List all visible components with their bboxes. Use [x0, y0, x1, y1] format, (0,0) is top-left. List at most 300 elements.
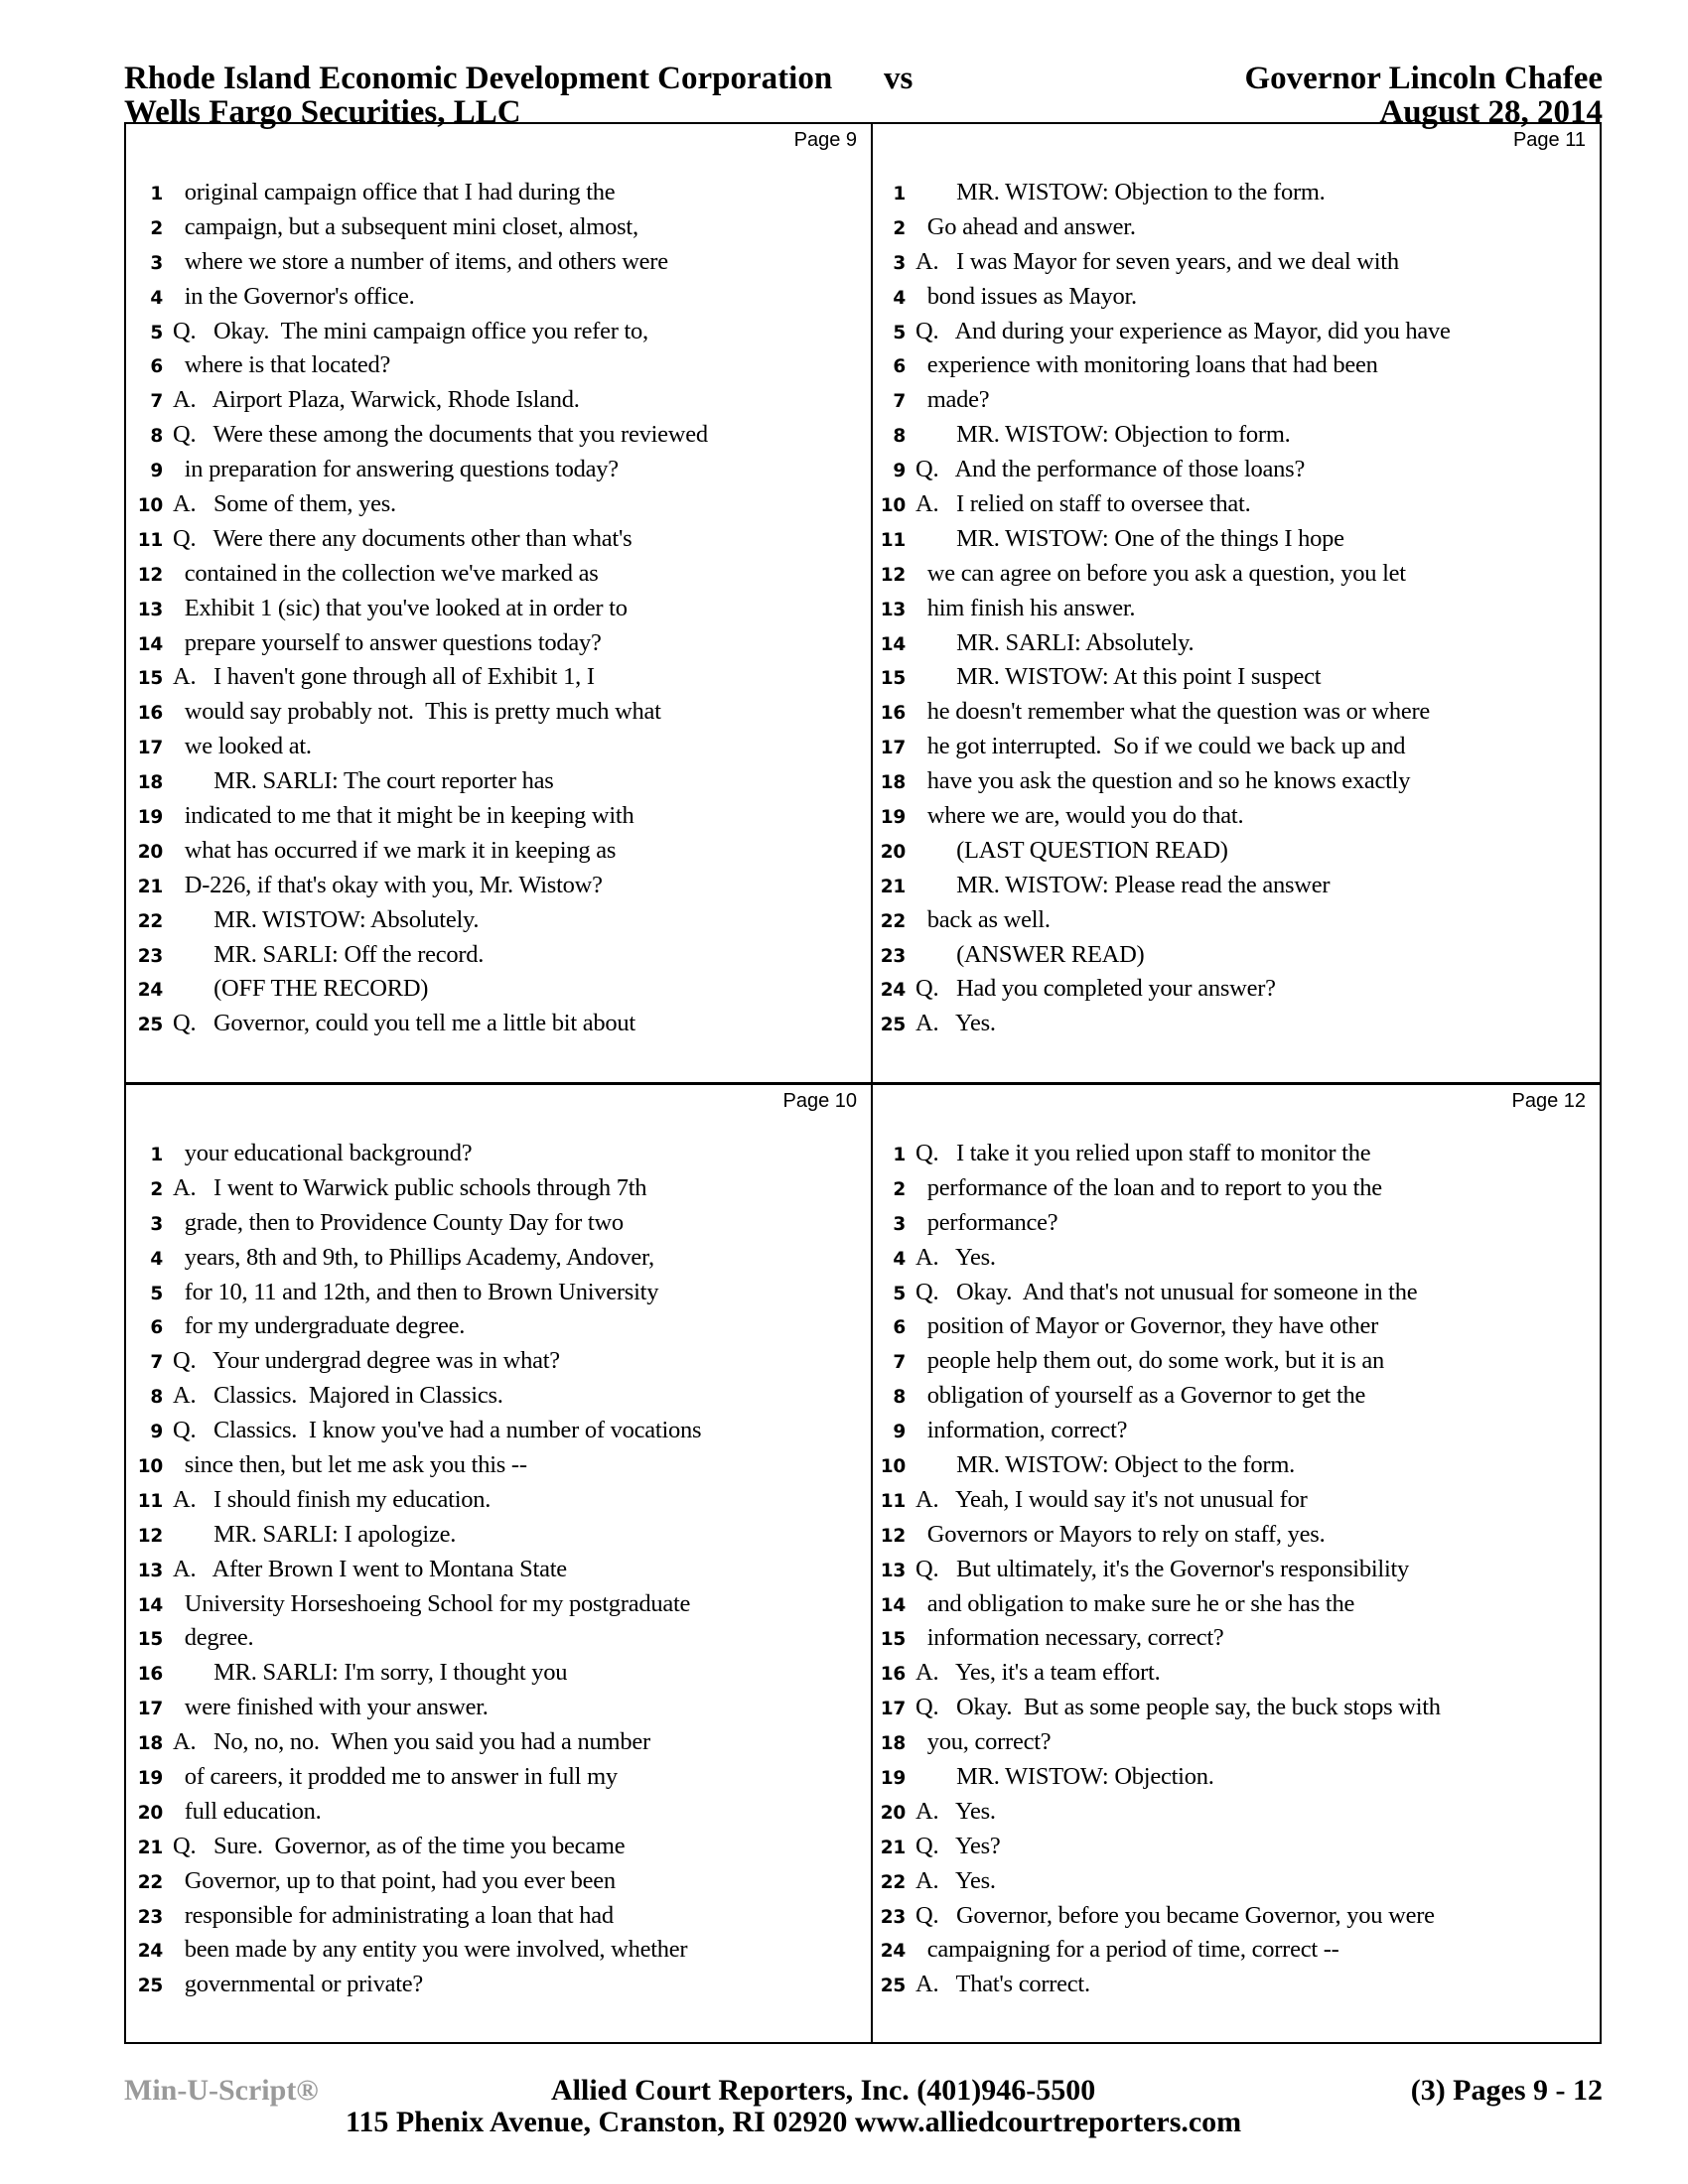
line-number: 25: [137, 1976, 163, 1997]
line-number: 17: [880, 738, 906, 759]
case-title-line1: Rhode Island Economic Development Corporation: [124, 61, 833, 96]
transcript-line: [873, 522, 1600, 557]
transcript-line: [873, 1968, 1600, 2002]
transcript-line: [126, 1276, 871, 1310]
transcript-line: [873, 557, 1600, 592]
transcript-line: [126, 799, 871, 834]
line-text: prepare yourself to answer questions today?: [173, 628, 602, 656]
line-text: Q. Governor, before you became Governor, you were: [915, 1901, 1435, 1929]
line-text: we looked at.: [173, 733, 312, 760]
line-text: A. Classics. Majored in Classics.: [173, 1382, 503, 1410]
line-text: your educational background?: [173, 1140, 473, 1166]
transcript-line: [873, 1621, 1600, 1656]
line-number: 6: [893, 1317, 906, 1339]
line-text: performance?: [915, 1208, 1058, 1236]
line-number: 14: [880, 633, 906, 655]
line-number: 20: [137, 841, 163, 863]
transcript-line: [126, 1414, 871, 1448]
transcript-line: [873, 972, 1600, 1007]
transcript-line: [126, 1137, 871, 1171]
line-text: governmental or private?: [173, 1971, 424, 1998]
line-text: were finished with your answer.: [173, 1694, 489, 1721]
line-number: 9: [893, 1422, 906, 1443]
line-number: 16: [880, 703, 906, 725]
line-number: 12: [880, 1525, 906, 1547]
line-number: 10: [880, 1456, 906, 1478]
line-number: 19: [137, 1768, 163, 1790]
line-number: 24: [137, 980, 163, 1002]
line-text: would say probably not. This is pretty much what: [173, 698, 661, 726]
transcript-line: [126, 1968, 871, 2002]
line-number: 14: [137, 1594, 163, 1616]
footer-address: 115 Phenix Avenue, Cranston, RI 02920 www.alliedcourtreporters.com: [346, 2106, 1242, 2138]
line-number: 24: [137, 1941, 163, 1963]
transcript-lines: [873, 176, 1600, 1041]
transcript-line: [126, 869, 871, 903]
line-number: 18: [137, 772, 163, 794]
line-text: we can agree on before you ask a question, you let: [915, 559, 1406, 587]
line-number: 19: [880, 1768, 906, 1790]
line-number: 9: [893, 461, 906, 482]
line-text: A. Yeah, I would say it's not unusual for: [915, 1485, 1308, 1513]
line-number: 5: [893, 1283, 906, 1304]
line-text: A. I went to Warwick public schools through 7th: [173, 1173, 647, 1201]
line-text: A. Some of them, yes.: [173, 490, 396, 518]
transcript-line: [873, 1448, 1600, 1483]
line-text: indicated to me that it might be in keeping with: [173, 802, 634, 830]
line-text: of careers, it prodded me to answer in full my: [173, 1763, 618, 1791]
transcript-line: [126, 1171, 871, 1206]
line-number: 13: [137, 599, 163, 620]
page-label: Page 10: [782, 1090, 857, 1112]
transcript-line: [126, 1899, 871, 1934]
transcript-line: [126, 938, 871, 973]
line-number: 1: [893, 184, 906, 205]
transcript-line: [126, 176, 871, 210]
transcript-line: [126, 557, 871, 592]
line-number: 16: [137, 1664, 163, 1686]
line-number: 4: [893, 1248, 906, 1270]
transcript-line: [873, 348, 1600, 383]
line-number: 7: [150, 391, 163, 413]
line-number: 11: [880, 529, 906, 551]
line-text: MR. WISTOW: Objection to the form.: [915, 179, 1326, 205]
transcript-line: [126, 660, 871, 695]
transcript-line: [126, 1241, 871, 1276]
line-text: Q. Yes?: [915, 1832, 1001, 1859]
line-text: have you ask the question and so he knows exactly: [915, 767, 1411, 795]
transcript-line: [126, 1309, 871, 1344]
line-text: A. No, no, no. When you said you had a number: [173, 1728, 650, 1756]
line-number: 6: [150, 356, 163, 378]
line-text: Q. Okay. And that's not unusual for someone in the: [915, 1278, 1418, 1305]
line-text: Q. Okay. The mini campaign office you refer to,: [173, 317, 648, 344]
transcript-line: [126, 1448, 871, 1483]
transcript-line: [126, 834, 871, 869]
line-number: 12: [137, 1525, 163, 1547]
line-text: Q. Your undergrad degree was in what?: [173, 1347, 560, 1375]
line-text: you, correct?: [915, 1728, 1052, 1756]
line-number: 22: [880, 1871, 906, 1893]
transcript-line: [873, 1344, 1600, 1379]
case-title-line2: Wells Fargo Securities, LLC: [124, 94, 521, 130]
transcript-line: [873, 1007, 1600, 1041]
line-number: 15: [137, 1629, 163, 1651]
case-title: [124, 62, 832, 129]
transcript-line: [873, 626, 1600, 661]
line-text: A. Yes.: [915, 1010, 996, 1037]
line-number: 19: [880, 807, 906, 829]
transcript-line: [873, 938, 1600, 973]
line-text: A. I should finish my education.: [173, 1485, 492, 1513]
line-number: 7: [893, 1352, 906, 1374]
transcript-line: [126, 764, 871, 799]
line-number: 11: [880, 1490, 906, 1512]
line-number: 22: [880, 910, 906, 932]
line-text: where we store a number of items, and others were: [173, 247, 668, 275]
transcript-line: [873, 764, 1600, 799]
transcript-line: [126, 315, 871, 349]
transcript-line: [873, 1760, 1600, 1795]
transcript-line: [126, 1830, 871, 1864]
line-number: 13: [880, 599, 906, 620]
line-number: 3: [893, 252, 906, 274]
line-number: 23: [880, 1906, 906, 1928]
transcript-line: [873, 1899, 1600, 1934]
transcript-line: [873, 1656, 1600, 1691]
transcript-line: [873, 1691, 1600, 1725]
line-number: 12: [137, 564, 163, 586]
transcript-line: [126, 1621, 871, 1656]
transcript-line: [873, 1933, 1600, 1968]
line-number: 5: [150, 1283, 163, 1304]
transcript-line: [126, 1518, 871, 1553]
transcript-line: [126, 245, 871, 280]
deposition-info: [1244, 62, 1603, 129]
line-number: 16: [880, 1664, 906, 1686]
transcript-lines: [873, 1137, 1600, 2002]
line-text: been made by any entity you were involved, whether: [173, 1936, 688, 1964]
transcript-line: [126, 1379, 871, 1414]
line-text: MR. SARLI: I'm sorry, I thought you: [173, 1659, 568, 1687]
deponent-name: Governor Lincoln Chafee: [1244, 61, 1603, 96]
line-text: Q. Okay. But as some people say, the buck stops with: [915, 1694, 1441, 1721]
line-number: 17: [137, 1699, 163, 1720]
line-text: MR. WISTOW: Objection.: [915, 1763, 1214, 1791]
line-text: bond issues as Mayor.: [915, 282, 1137, 310]
transcript-line: [873, 1483, 1600, 1518]
line-text: A. Yes.: [915, 1243, 996, 1271]
transcript-line: [873, 1864, 1600, 1899]
transcript-line: [873, 695, 1600, 730]
transcript-line: [873, 1309, 1600, 1344]
line-text: in the Governor's office.: [173, 282, 415, 310]
line-text: performance of the loan and to report to you the: [915, 1173, 1382, 1201]
line-text: years, 8th and 9th, to Phillips Academy, Andover,: [173, 1243, 654, 1271]
line-text: Q. And during your experience as Mayor, did you have: [915, 317, 1451, 344]
transcript-line: [126, 626, 871, 661]
line-text: since then, but let me ask you this --: [173, 1451, 527, 1479]
line-number: 3: [893, 1213, 906, 1235]
page-label: Page 12: [1511, 1090, 1586, 1112]
line-text: obligation of yourself as a Governor to get the: [915, 1382, 1366, 1410]
line-text: for 10, 11 and 12th, and then to Brown University: [173, 1278, 659, 1305]
line-number: 8: [150, 426, 163, 448]
transcript-line: [873, 834, 1600, 869]
line-text: (OFF THE RECORD): [173, 975, 429, 1003]
transcript-line: [873, 1241, 1600, 1276]
line-text: Q. Governor, could you tell me a little bit about: [173, 1010, 635, 1037]
line-number: 18: [880, 1733, 906, 1755]
line-number: 22: [137, 1871, 163, 1893]
line-text: people help them out, do some work, but it is an: [915, 1347, 1384, 1375]
transcript-line: [873, 592, 1600, 626]
line-text: MR. WISTOW: At this point I suspect: [915, 663, 1322, 691]
line-number: 5: [893, 322, 906, 343]
line-text: MR. WISTOW: Object to the form.: [915, 1451, 1295, 1479]
transcript-line: [873, 1171, 1600, 1206]
transcript-line: [873, 1725, 1600, 1760]
line-number: 20: [880, 1802, 906, 1824]
transcript-line: [873, 1518, 1600, 1553]
page-label: Page 11: [1512, 129, 1586, 151]
line-number: 21: [137, 1837, 163, 1858]
line-number: 8: [893, 426, 906, 448]
footer-company: Allied Court Reporters, Inc. (401)946-5500: [551, 2074, 1096, 2107]
line-text: information, correct?: [915, 1417, 1128, 1444]
line-number: 12: [880, 564, 906, 586]
line-text: MR. WISTOW: Please read the answer: [915, 871, 1331, 898]
line-text: Q. But ultimately, it's the Governor's responsibility: [915, 1555, 1410, 1582]
line-text: MR. SARLI: Off the record.: [173, 940, 485, 968]
transcript-line: [126, 1483, 871, 1518]
transcript-line: [873, 1795, 1600, 1830]
line-text: campaigning for a period of time, correct --: [915, 1936, 1339, 1964]
line-text: responsible for administrating a loan that had: [173, 1901, 614, 1929]
line-text: for my undergraduate degree.: [173, 1312, 466, 1340]
line-number: 2: [150, 1178, 163, 1200]
line-text: made?: [915, 386, 990, 414]
transcript-line: [126, 730, 871, 764]
row-divider: [124, 1082, 1602, 1085]
line-number: 23: [137, 1906, 163, 1928]
transcript-line: [873, 418, 1600, 453]
line-text: MR. WISTOW: One of the things I hope: [915, 524, 1344, 552]
line-text: A. I haven't gone through all of Exhibit 1, I: [173, 663, 595, 691]
transcript-line: [873, 280, 1600, 315]
transcript-line: [126, 280, 871, 315]
line-number: 15: [880, 668, 906, 690]
deposition-date: August 28, 2014: [1379, 94, 1603, 130]
line-number: 10: [880, 495, 906, 517]
transcript-line: [126, 418, 871, 453]
transcript-line: [873, 245, 1600, 280]
line-number: 25: [880, 1015, 906, 1036]
transcript-line: [873, 1379, 1600, 1414]
transcript-line: [873, 176, 1600, 210]
line-text: Q. I take it you relied upon staff to monitor the: [915, 1140, 1371, 1166]
line-text: what has occurred if we mark it in keeping as: [173, 836, 617, 864]
transcript-line: [126, 695, 871, 730]
transcript-line: [126, 1007, 871, 1041]
line-text: information necessary, correct?: [915, 1624, 1224, 1652]
line-text: A. Airport Plaza, Warwick, Rhode Island.: [173, 386, 580, 414]
transcript-line: [126, 592, 871, 626]
line-text: A. Yes.: [915, 1866, 996, 1894]
line-number: 2: [150, 217, 163, 239]
line-number: 23: [880, 945, 906, 967]
line-text: in preparation for answering questions today?: [173, 456, 619, 483]
line-number: 25: [137, 1015, 163, 1036]
line-text: full education.: [173, 1797, 322, 1825]
transcript-line: [873, 383, 1600, 418]
line-number: 17: [137, 738, 163, 759]
transcript-line: [126, 1656, 871, 1691]
transcript-line: [126, 1795, 871, 1830]
line-text: he doesn't remember what the question was or where: [915, 698, 1430, 726]
line-text: campaign, but a subsequent mini closet, almost,: [173, 212, 638, 240]
line-number: 14: [880, 1594, 906, 1616]
transcript-line: [126, 1933, 871, 1968]
line-number: 10: [137, 1456, 163, 1478]
transcript-line: [873, 869, 1600, 903]
line-number: 21: [880, 876, 906, 897]
transcript-line: [126, 453, 871, 487]
line-number: 6: [893, 356, 906, 378]
transcript-line: [873, 1587, 1600, 1622]
line-number: 9: [150, 461, 163, 482]
line-text: (ANSWER READ): [915, 940, 1145, 968]
line-number: 13: [880, 1560, 906, 1581]
transcript-line: [873, 487, 1600, 522]
line-text: experience with monitoring loans that had been: [915, 351, 1378, 379]
line-number: 18: [137, 1733, 163, 1755]
line-text: where we are, would you do that.: [915, 802, 1244, 830]
line-text: Go ahead and answer.: [915, 212, 1136, 240]
line-number: 24: [880, 1941, 906, 1963]
line-number: 3: [150, 1213, 163, 1235]
transcript-line: [126, 1725, 871, 1760]
line-text: A. After Brown I went to Montana State: [173, 1555, 567, 1582]
transcript-line: [126, 1691, 871, 1725]
transcript-line: [873, 1553, 1600, 1587]
line-number: 4: [893, 287, 906, 309]
line-number: 14: [137, 633, 163, 655]
transcript-line: [126, 1344, 871, 1379]
line-text: degree.: [173, 1624, 254, 1652]
transcript-line: [873, 315, 1600, 349]
line-text: position of Mayor or Governor, they have other: [915, 1312, 1379, 1340]
line-text: Q. Were these among the documents that you reviewed: [173, 421, 708, 449]
line-text: where is that located?: [173, 351, 391, 379]
line-text: back as well.: [915, 905, 1051, 933]
transcript-line: [126, 903, 871, 938]
transcript-line: [873, 730, 1600, 764]
line-number: 4: [150, 287, 163, 309]
line-text: Q. And the performance of those loans?: [915, 456, 1306, 483]
line-text: Q. Classics. I know you've had a number of vocations: [173, 1417, 702, 1444]
footer-brand: Min-U-Script®: [124, 2074, 319, 2107]
transcript-line: [873, 210, 1600, 245]
line-number: 23: [137, 945, 163, 967]
transcript-line: [126, 383, 871, 418]
line-text: grade, then to Providence County Day for two: [173, 1208, 624, 1236]
line-number: 2: [893, 217, 906, 239]
line-number: 7: [150, 1352, 163, 1374]
line-number: 20: [137, 1802, 163, 1824]
line-text: Q. Had you completed your answer?: [915, 975, 1276, 1003]
line-text: and obligation to make sure he or she has the: [915, 1589, 1355, 1617]
line-number: 13: [137, 1560, 163, 1581]
line-number: 9: [150, 1422, 163, 1443]
line-text: University Horseshoeing School for my postgraduate: [173, 1589, 691, 1617]
transcript-line: [873, 453, 1600, 487]
transcript-lines: [126, 176, 871, 1041]
line-text: original campaign office that I had during the: [173, 179, 616, 205]
line-number: 21: [137, 876, 163, 897]
line-number: 21: [880, 1837, 906, 1858]
line-number: 25: [880, 1976, 906, 1997]
transcript-line: [873, 1830, 1600, 1864]
transcript-line: [126, 1864, 871, 1899]
transcript-line: [873, 903, 1600, 938]
line-number: 5: [150, 322, 163, 343]
line-text: MR. WISTOW: Objection to form.: [915, 421, 1291, 449]
line-text: Governors or Mayors to rely on staff, yes.: [915, 1520, 1326, 1548]
line-number: 10: [137, 495, 163, 517]
transcript-line: [126, 348, 871, 383]
line-number: 1: [150, 184, 163, 205]
transcript-line: [126, 487, 871, 522]
line-text: him finish his answer.: [915, 594, 1136, 621]
transcript-line: [873, 1276, 1600, 1310]
line-text: A. Yes.: [915, 1797, 996, 1825]
case-versus: vs: [884, 61, 914, 96]
line-text: Exhibit 1 (sic) that you've looked at in order to: [173, 594, 628, 621]
transcript-line: [126, 1587, 871, 1622]
line-number: 11: [137, 1490, 163, 1512]
line-number: 16: [137, 703, 163, 725]
page-label: Page 9: [793, 129, 857, 151]
transcript-line: [126, 1206, 871, 1241]
line-text: contained in the collection we've marked as: [173, 559, 599, 587]
line-number: 17: [880, 1699, 906, 1720]
transcript-line: [126, 522, 871, 557]
line-text: Governor, up to that point, had you ever been: [173, 1866, 616, 1894]
line-text: A. Yes, it's a team effort.: [915, 1659, 1161, 1687]
line-text: Q. Were there any documents other than what's: [173, 524, 633, 552]
line-number: 2: [893, 1178, 906, 1200]
line-number: 8: [150, 1387, 163, 1409]
transcript-line: [126, 1553, 871, 1587]
line-text: (LAST QUESTION READ): [915, 836, 1228, 864]
line-number: 19: [137, 807, 163, 829]
line-number: 20: [880, 841, 906, 863]
transcript-line: [873, 799, 1600, 834]
line-number: 15: [880, 1629, 906, 1651]
line-number: 4: [150, 1248, 163, 1270]
transcript-line: [126, 1760, 871, 1795]
line-number: 22: [137, 910, 163, 932]
line-text: MR. SARLI: The court reporter has: [173, 767, 554, 795]
line-number: 18: [880, 772, 906, 794]
line-text: he got interrupted. So if we could we back up and: [915, 733, 1406, 760]
transcript-line: [873, 1137, 1600, 1171]
footer-page-range: (3) Pages 9 - 12: [1410, 2074, 1603, 2107]
transcript-line: [126, 210, 871, 245]
line-number: 15: [137, 668, 163, 690]
line-text: A. That's correct.: [915, 1971, 1090, 1998]
